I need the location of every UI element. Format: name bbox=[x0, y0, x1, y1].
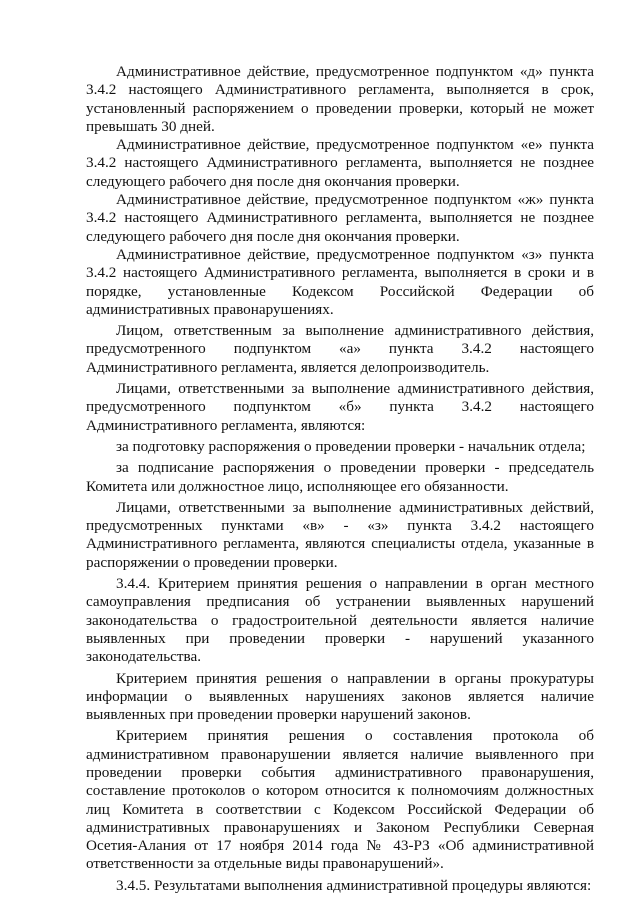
paragraph-action-d: Административное действие, предусмотренное подпунктом «д» пункта 3.4.2 настоящего Административного регламента, выполняется в срок, установленный распоряжением о проведении проверки, который не может превышать 30 дней. bbox=[86, 63, 594, 135]
paragraph-preparation: за подготовку распоряжения о проведении проверки - начальник отдела; bbox=[116, 437, 586, 455]
paragraph-criterion-prosecutor: Критерием принятия решения о направлении в органы прокуратуры информации о выявленных нарушениях законов является наличие выявленных при проведении проверки нарушений законов. bbox=[86, 669, 594, 724]
paragraph-action-zh: Административное действие, предусмотренное подпунктом «ж» пункта 3.4.2 настоящего Административного регламента, выполняется не позднее следующего рабочего дня после дня окончания проверки. bbox=[86, 191, 594, 245]
document-page bbox=[86, 63, 594, 895]
paragraph-action-e: Административное действие, предусмотренное подпунктом «е» пункта 3.4.2 настоящего Административного регламента, выполняется не позднее следующего рабочего дня после дня окончания проверки. bbox=[86, 136, 594, 190]
paragraph-signing: за подписание распоряжения о проведении проверки - председатель Комитета или должностное лицо, исполняющее его обязанности. bbox=[86, 459, 594, 495]
paragraph-responsible-v-z: Лицами, ответственными за выполнение административных действий, предусмотренных пунктами «в» - «з» пункта 3.4.2 настоящего Административного регламента, являются специалисты отдела, указанные в распоряжении о проведении проверки. bbox=[86, 498, 594, 571]
paragraph-results-3-4-5: 3.4.5. Результатами выполнения административной процедуры являются: bbox=[116, 876, 592, 894]
paragraph-criterion-3-4-4: 3.4.4. Критерием принятия решения о направлении в орган местного самоуправления предписания об устранении выявленных нарушений законодательства о градостроительной деятельности является наличие выявленных при проведении проверки - нарушений указанного законодательства. bbox=[86, 575, 594, 666]
paragraph-criterion-protocol: Критерием принятия решения о составления протокола об административном правонарушении является наличие выявленного при проведении проверки события административного правонарушения, составление протоколов о котором относится к полномочиям должностных лиц Комитета в соответствии с Кодексом Российской Федерации об административных правонарушениях и Законом Республики Северная Осетия-Алания от 17 ноября 2014 года № 43-РЗ «Об административной ответственности за отдельные виды правонарушений». bbox=[86, 727, 594, 873]
paragraph-action-z: Административное действие, предусмотренное подпунктом «з» пункта 3.4.2 настоящего Административного регламента, выполняется в сроки и в порядке, установленные Кодексом Российской Федерации об административных правонарушениях. bbox=[86, 245, 594, 318]
paragraph-responsible-a: Лицом, ответственным за выполнение административного действия, предусмотренного подпунктом «а» пункта 3.4.2 настоящего Административного регламента, является делопроизводитель. bbox=[86, 322, 594, 376]
paragraph-responsible-b: Лицами, ответственными за выполнение административного действия, предусмотренного подпунктом «б» пункта 3.4.2 настоящего Административного регламента, являются: bbox=[86, 380, 594, 434]
